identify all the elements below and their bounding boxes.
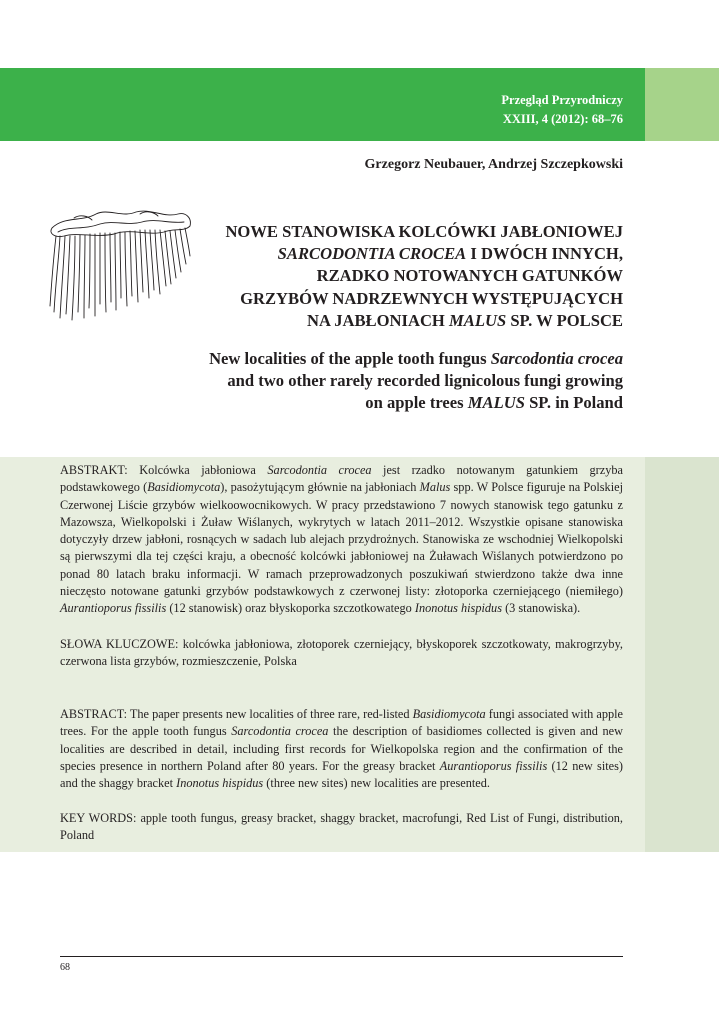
abstract-italic: Inonotus hispidus <box>414 601 502 616</box>
keywords-polish: SŁOWA KLUCZOWE: kolcówka jabłoniowa, złotoporek czerniejący, błyskoporek szczotkowaty, makrogrzyby, czerwona lista grzybów, rozmieszczenie, Polska <box>60 637 623 669</box>
abstract-text: jest rzadko notowanym gatunkiem grzyba podstawkowego ( <box>60 463 623 495</box>
abstract-italic: Malus <box>419 480 451 495</box>
abstract-english <box>60 706 623 792</box>
title-pl-line: RZADKO NOTOWANYCH GATUNKÓW <box>316 266 623 286</box>
abstract-text: ), pasożytującym głównie na jabłoniach <box>220 480 420 495</box>
abstract-text: (12 stanowisk) oraz błyskoporka szczotkowatego <box>166 601 415 616</box>
title-pl-line <box>183 243 623 265</box>
title-english <box>153 348 623 414</box>
page-number: 68 <box>60 962 70 973</box>
title-en-line: and two other rarely recorded lignicolous fungi growing <box>227 371 623 390</box>
abstract-italic: Basidiomycota <box>412 707 486 721</box>
abstract-text: fungi associated with apple trees. For the apple tooth fungus <box>60 707 623 739</box>
species-name: SARCODONTIA CROCEA <box>277 244 467 264</box>
abstract-text: (three new sites) new localities are presented. <box>263 776 490 791</box>
title-en-text: SP. in Poland <box>524 393 623 412</box>
abstract-text: ABSTRACT: The paper presents new localities of three rare, red-listed <box>60 707 413 721</box>
title-pl-text: SP. W POLSCE <box>506 310 623 330</box>
title-pl-text: I DWÓCH INNYCH, <box>466 244 623 264</box>
genus-name: MALUS <box>467 393 525 412</box>
abstract-italic: Inonotus hispidus <box>176 776 264 791</box>
abstract-text: the description of basidiomes collected is given and new localities are described in detail, including first records for Wielkopolska region and the confirmation of the species presence in northern Poland after 80 years. For the greasy bracket <box>60 724 623 773</box>
abstract-polish <box>60 462 623 618</box>
species-name: Sarcodontia crocea <box>490 349 623 368</box>
journal-issue: XXIII, 4 (2012): 68–76 <box>502 112 623 126</box>
title-en-text: on apple trees <box>365 393 468 412</box>
title-pl-text: NA JABŁONIACH <box>307 310 449 330</box>
title-pl-line: NOWE STANOWISKA KOLCÓWKI JABŁONIOWEJ <box>225 222 623 241</box>
title-polish <box>183 221 623 332</box>
fungus-illustration <box>44 206 196 322</box>
abstract-italic: Aurantioporus fissilis <box>439 758 548 773</box>
keywords-english: KEY WORDS: apple tooth fungus, greasy bracket, shaggy bracket, macrofungi, Red List of Fungi, distribution, Poland <box>60 811 623 843</box>
title-pl-line <box>183 310 623 332</box>
abstract-panel-stripe <box>645 457 719 852</box>
title-pl-line: GRZYBÓW NADRZEWNYCH WYSTĘPUJĄCYCH <box>240 288 623 308</box>
title-en-text: New localities of the apple tooth fungus <box>209 349 491 368</box>
genus-name: MALUS <box>449 310 507 330</box>
abstract-text: (3 stanowiska). <box>502 601 581 616</box>
abstract-italic: Sarcodontia crocea <box>267 463 372 477</box>
journal-citation <box>501 91 623 129</box>
title-en-line <box>153 392 623 414</box>
abstract-text: ABSTRAKT: Kolcówka jabłoniowa <box>60 463 268 477</box>
abstract-text: spp. W Polsce figuruje na Polskiej Czerwonej Liście grzybów wielkoowocnikowych. W pracy przedstawiono 7 nowych stanowisk tego gatunku z Mazowsza, Wielkopolski i Żuław Wiślanych, wykrytych w latach 2011–2012. Wszystkie opisane stanowiska dotyczyły drzew jabłoni, rosnących w sadach lub alejach przydrożnych. Stanowiska ze wschodniej Wielkopolski są pierwszymi dla tej części kraju, a obecność kolcówki jabłoniowej na Żuławach Wiślanych potwierdzono po ponad 80 latach braku informacji. W ramach przeprowadzonych poszukiwań stwierdzono także dwa inne nieczęsto notowane gatunki grzybów podstawkowych z czerwonej listy: złotoporka czerniejącego (niemiłego) <box>60 480 623 599</box>
abstract-text: (12 new sites) and the shaggy bracket <box>60 758 623 791</box>
abstract-italic: Basidiomycota <box>147 480 221 495</box>
footer-rule <box>60 956 623 957</box>
abstract-italic: Aurantioporus fissilis <box>60 601 167 616</box>
abstract-italic: Sarcodontia crocea <box>231 724 329 739</box>
title-en-line <box>153 348 623 370</box>
header-band-accent <box>645 68 719 141</box>
authors: Grzegorz Neubauer, Andrzej Szczepkowski <box>364 157 623 172</box>
journal-name: Przegląd Przyrodniczy <box>501 93 623 107</box>
